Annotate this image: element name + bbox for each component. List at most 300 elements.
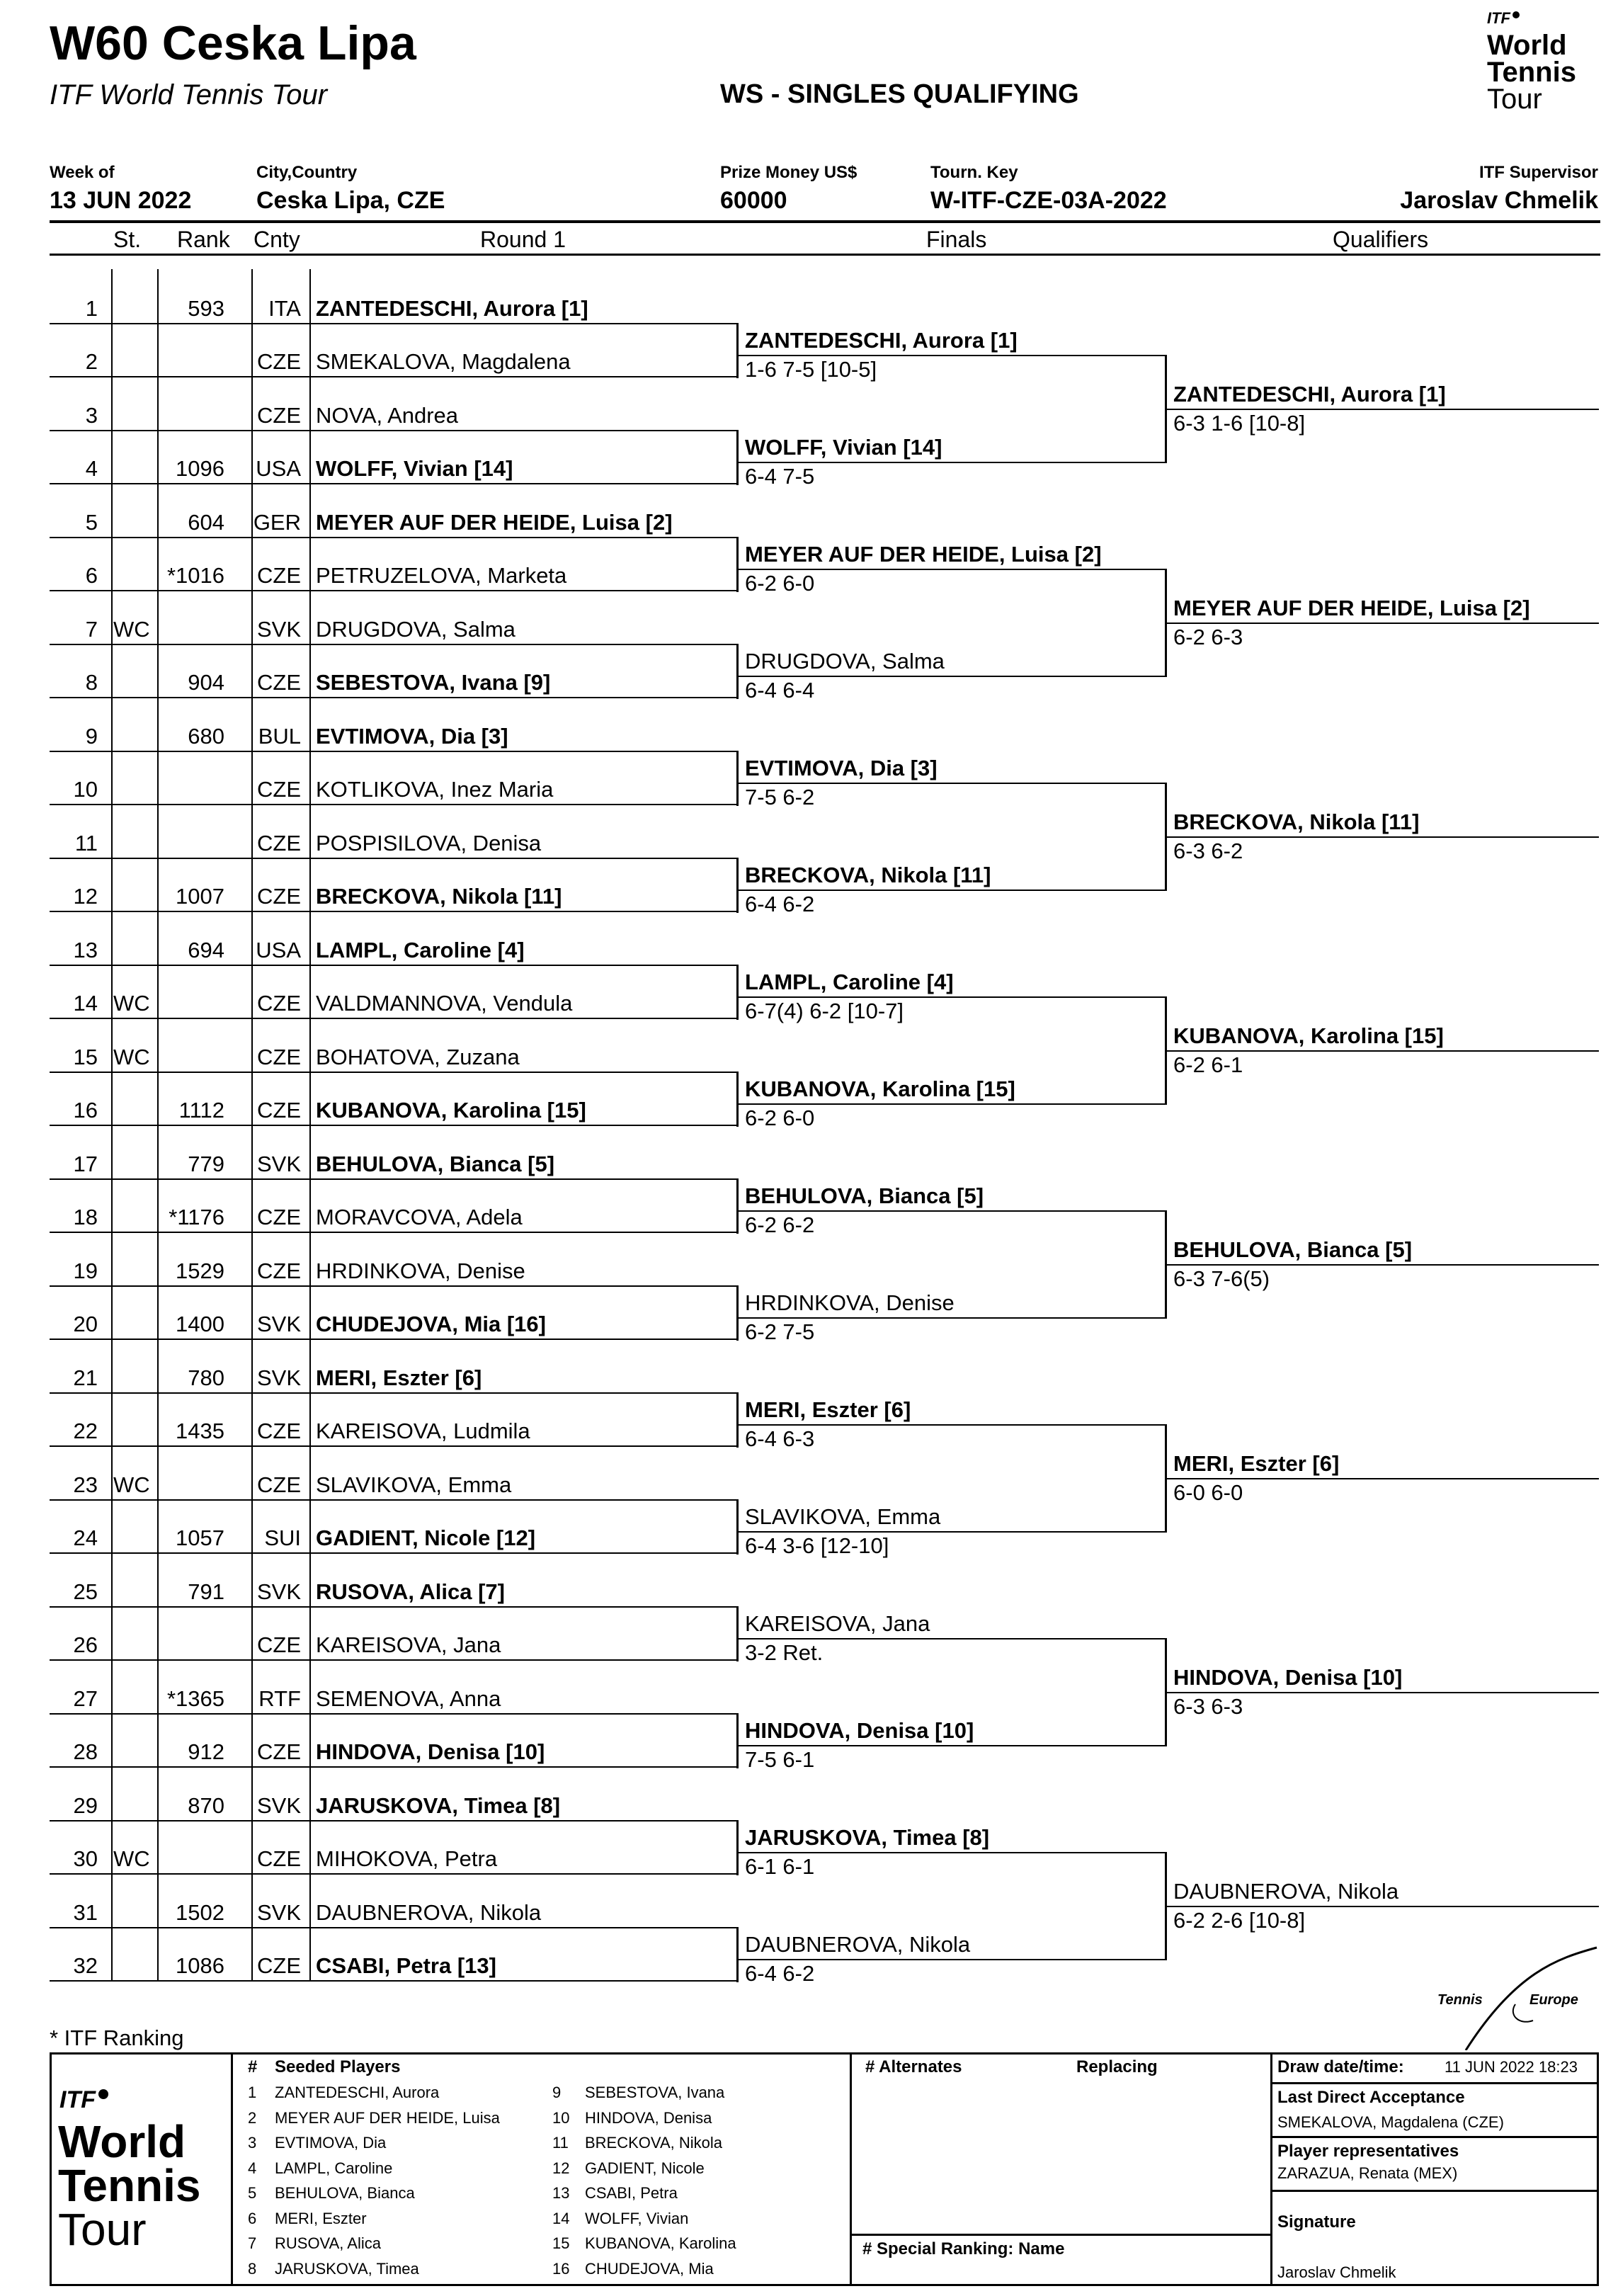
player-country: CZE	[257, 563, 301, 588]
player-line	[50, 911, 736, 912]
finals-line	[736, 1317, 1165, 1319]
footer-date-rule	[1270, 2082, 1599, 2084]
seed-name: CSABI, Petra	[585, 2184, 678, 2202]
player-rank: 593	[188, 296, 224, 321]
signature-value: Jaroslav Chmelik	[1277, 2263, 1396, 2281]
tennis-europe-text-2: Europe	[1529, 1992, 1578, 2008]
finals-line	[736, 996, 1165, 998]
finals-winner: HINDOVA, Denisa [10]	[745, 1718, 974, 1743]
entry-status: WC	[113, 1472, 150, 1497]
player-name: VALDMANNOVA, Vendula	[316, 991, 573, 1016]
finals-line	[736, 1852, 1165, 1853]
finals-score: 3-2 Ret.	[745, 1640, 824, 1665]
draw-position: 22	[73, 1419, 98, 1443]
footer-divider-1	[231, 2052, 233, 2286]
player-line	[50, 376, 736, 377]
seed-number: 2	[248, 2108, 257, 2127]
player-line	[50, 1018, 736, 1019]
finals-winner: ZANTEDESCHI, Aurora [1]	[745, 328, 1018, 353]
player-country: CZE	[257, 1045, 301, 1069]
player-rank: 1086	[176, 1953, 224, 1978]
reps-value: ZARAZUA, Renata (MEX)	[1277, 2164, 1458, 2182]
player-line	[50, 323, 736, 324]
seed-number: 15	[552, 2234, 570, 2252]
player-rank: 1435	[176, 1419, 224, 1443]
footer-itf-logo: ITF World Tennis Tour	[58, 2086, 201, 2255]
prize-label: Prize Money US$	[720, 163, 858, 182]
qualifier-line	[1165, 836, 1599, 838]
qualifier-name: DAUBNEROVA, Nikola	[1173, 1879, 1399, 1904]
qualifier-name: BEHULOVA, Bianca [5]	[1173, 1237, 1413, 1262]
player-name: MEYER AUF DER HEIDE, Luisa [2]	[316, 510, 673, 535]
player-country: SVK	[256, 1365, 301, 1390]
bracket-connector	[736, 858, 739, 913]
footer-lda-rule	[1270, 2136, 1599, 2138]
lda-label: Last Direct Acceptance	[1277, 2088, 1465, 2107]
finals-score: 6-2 6-2	[745, 1212, 815, 1237]
finals-score: 6-2 7-5	[745, 1319, 815, 1344]
player-country: CZE	[257, 1739, 301, 1764]
player-name: KAREISOVA, Jana	[316, 1632, 501, 1657]
player-name: KOTLIKOVA, Inez Maria	[316, 777, 554, 802]
tournament-title: W60 Ceska Lipa	[50, 16, 416, 70]
seed-name: LAMPL, Caroline	[275, 2159, 393, 2177]
player-name: MORAVCOVA, Adela	[316, 1205, 523, 1229]
col-qualifiers: Qualifiers	[1333, 227, 1429, 252]
seed-number: 1	[248, 2084, 257, 2101]
player-line	[50, 1499, 736, 1501]
seed-number: 16	[552, 2259, 570, 2278]
qualifier-line	[1165, 409, 1599, 410]
week-label: Week of	[50, 163, 115, 182]
player-name: MIHOKOVA, Petra	[316, 1846, 498, 1871]
seed-number: 9	[552, 2084, 562, 2101]
player-country: ITA	[268, 296, 301, 321]
seed-number: 8	[248, 2259, 257, 2278]
finals-line	[736, 676, 1165, 677]
draw-position: 2	[85, 349, 98, 374]
entry-status: WC	[113, 1846, 150, 1871]
col-cnty: Cnty	[253, 227, 300, 252]
reps-label: Player representatives	[1277, 2142, 1459, 2161]
qualifier-score: 6-0 6-0	[1173, 1480, 1243, 1505]
player-name: SEBESTOVA, Ivana [9]	[316, 670, 551, 695]
bracket-connector	[736, 1499, 739, 1555]
player-line	[50, 804, 736, 805]
draw-position: 3	[85, 403, 98, 428]
player-country: CZE	[257, 831, 301, 856]
draw-position: 21	[73, 1365, 98, 1390]
player-country: CZE	[257, 884, 301, 909]
player-country: CZE	[257, 1258, 301, 1283]
finals-line	[736, 462, 1165, 463]
seed-name: MEYER AUF DER HEIDE, Luisa	[275, 2108, 500, 2127]
finals-line	[736, 890, 1165, 891]
seed-name: CHUDEJOVA, Mia	[585, 2259, 714, 2278]
player-country: CZE	[257, 1953, 301, 1978]
player-name: HINDOVA, Denisa [10]	[316, 1739, 545, 1764]
city-value: Ceska Lipa, CZE	[256, 187, 445, 214]
seed-number: 13	[552, 2184, 570, 2202]
player-country: USA	[256, 938, 301, 962]
player-name: BOHATOVA, Zuzana	[316, 1045, 520, 1069]
seed-number: 12	[552, 2159, 570, 2177]
seed-number: 5	[248, 2184, 257, 2202]
draw-position: 20	[73, 1312, 98, 1336]
player-name: JARUSKOVA, Timea [8]	[316, 1793, 561, 1818]
draw-date-value: 11 JUN 2022 18:23	[1445, 2058, 1578, 2076]
finals-winner: KAREISOVA, Jana	[745, 1611, 930, 1636]
itf-world-tennis-tour-logo: ITF World Tennis Tour	[1487, 9, 1576, 115]
player-country: GER	[253, 510, 301, 535]
qualifier-score: 6-3 1-6 [10-8]	[1173, 411, 1306, 436]
tennis-europe-text-1: Tennis	[1437, 1992, 1483, 2008]
player-rank: 1529	[176, 1258, 224, 1283]
bracket-connector	[736, 1392, 739, 1448]
finals-score: 1-6 7-5 [10-5]	[745, 357, 877, 382]
player-rank: 780	[188, 1365, 224, 1390]
qualifier-name: ZANTEDESCHI, Aurora [1]	[1173, 382, 1446, 407]
bracket-connector	[736, 537, 739, 592]
finals-score: 6-4 6-3	[745, 1426, 815, 1451]
draw-position: 30	[73, 1846, 98, 1871]
draw-position: 31	[73, 1900, 98, 1925]
player-rank: *1365	[166, 1686, 224, 1711]
tennis-ball-icon	[1512, 11, 1520, 18]
player-name: EVTIMOVA, Dia [3]	[316, 724, 508, 749]
finals-winner: DRUGDOVA, Salma	[745, 649, 945, 674]
footer-reps-rule	[1270, 2190, 1599, 2192]
qualifier-line	[1165, 1906, 1599, 1907]
player-line	[50, 1980, 736, 1982]
draw-position: 8	[85, 670, 98, 695]
seed-number: 10	[552, 2108, 570, 2127]
finals-winner: JARUSKOVA, Timea [8]	[745, 1825, 990, 1850]
seed-name: JARUSKOVA, Timea	[275, 2259, 419, 2278]
col-round1: Round 1	[480, 227, 566, 252]
player-name: NOVA, Andrea	[316, 403, 459, 428]
qualifier-line	[1165, 1050, 1599, 1052]
itf-ranking-footnote: * ITF Ranking	[50, 2025, 184, 2050]
player-rank: 680	[188, 724, 224, 749]
player-rank: 604	[188, 510, 224, 535]
draw-position: 4	[85, 456, 98, 481]
player-line	[50, 1392, 736, 1394]
player-name: POSPISILOVA, Denisa	[316, 831, 542, 856]
header-rule	[50, 220, 1600, 223]
columns-rule	[50, 254, 1600, 256]
player-line	[50, 1232, 736, 1233]
player-country: USA	[256, 456, 301, 481]
player-line	[50, 590, 736, 591]
qualifier-line	[1165, 1264, 1599, 1266]
player-name: PETRUZELOVA, Marketa	[316, 563, 567, 588]
player-rank: 791	[188, 1579, 224, 1604]
qualifier-score: 6-3 7-6(5)	[1173, 1266, 1270, 1291]
player-name: ZANTEDESCHI, Aurora [1]	[316, 296, 588, 321]
tennis-europe-logo	[1437, 1944, 1600, 2050]
draw-position: 18	[73, 1205, 98, 1229]
bracket-connector	[736, 323, 739, 378]
qualifier-score: 6-3 6-3	[1173, 1694, 1243, 1719]
bracket-connector	[736, 644, 739, 699]
player-line	[50, 751, 736, 752]
player-country: CZE	[257, 1205, 301, 1229]
seeded-hash: #	[248, 2057, 258, 2076]
player-country: CZE	[257, 1419, 301, 1443]
draw-position: 13	[73, 938, 98, 962]
finals-winner: DAUBNEROVA, Nikola	[745, 1932, 971, 1957]
player-line	[50, 1766, 736, 1768]
player-country: CZE	[257, 1632, 301, 1657]
finals-line	[736, 1103, 1165, 1105]
player-country: SVK	[256, 1579, 301, 1604]
supervisor-value: Jaroslav Chmelik	[1400, 187, 1598, 214]
finals-winner: LAMPL, Caroline [4]	[745, 970, 954, 994]
footer-divider-3	[1270, 2052, 1272, 2286]
qualifier-line	[1165, 623, 1599, 624]
entry-status: WC	[113, 991, 150, 1016]
player-line	[50, 1445, 736, 1447]
player-rank: 1502	[176, 1900, 224, 1925]
finals-score: 7-5 6-2	[745, 785, 815, 809]
player-line	[50, 1820, 736, 1822]
finals-winner: BRECKOVA, Nikola [11]	[745, 863, 991, 887]
seed-name: ZANTEDESCHI, Aurora	[275, 2084, 440, 2101]
player-name: GADIENT, Nicole [12]	[316, 1525, 536, 1550]
player-rank: 870	[188, 1793, 224, 1818]
player-line	[50, 1713, 736, 1715]
player-country: SVK	[256, 1793, 301, 1818]
player-name: CSABI, Petra [13]	[316, 1953, 496, 1978]
player-country: CZE	[257, 670, 301, 695]
qualifier-line	[1165, 1478, 1599, 1479]
lda-value: SMEKALOVA, Magdalena (CZE)	[1277, 2113, 1504, 2131]
entry-status: WC	[113, 1045, 150, 1069]
player-rank: 904	[188, 670, 224, 695]
finals-line	[736, 1210, 1165, 1212]
draw-position: 28	[73, 1739, 98, 1764]
player-country: SVK	[256, 1900, 301, 1925]
player-name: CHUDEJOVA, Mia [16]	[316, 1312, 546, 1336]
draw-position: 16	[73, 1098, 98, 1123]
finals-winner: HRDINKOVA, Denise	[745, 1290, 955, 1315]
player-rank: *1176	[169, 1205, 224, 1229]
player-name: SLAVIKOVA, Emma	[316, 1472, 512, 1497]
player-rank: 1400	[176, 1312, 224, 1336]
bracket-connector	[736, 1285, 739, 1341]
col-st: St.	[113, 227, 142, 252]
player-line	[50, 1285, 736, 1287]
seed-name: MERI, Eszter	[275, 2209, 367, 2227]
seed-number: 6	[248, 2209, 257, 2227]
player-line	[50, 537, 736, 538]
seed-number: 4	[248, 2159, 257, 2177]
draw-position: 17	[73, 1152, 98, 1176]
player-name: LAMPL, Caroline [4]	[316, 938, 525, 962]
finals-score: 6-7(4) 6-2 [10-7]	[745, 999, 904, 1023]
footer-special-rule	[850, 2234, 1270, 2236]
bracket-connector	[736, 430, 739, 485]
player-name: MERI, Eszter [6]	[316, 1365, 482, 1390]
qualifier-score: 6-2 6-1	[1173, 1052, 1243, 1077]
bracket-connector	[736, 1072, 739, 1127]
draw-position: 6	[85, 563, 98, 588]
seed-name: RUSOVA, Alica	[275, 2234, 381, 2252]
player-line	[50, 1873, 736, 1875]
draw-position: 1	[85, 296, 98, 321]
tourn-key-label: Tourn. Key	[930, 163, 1018, 182]
player-name: WOLFF, Vivian [14]	[316, 456, 513, 481]
seed-name: EVTIMOVA, Dia	[275, 2134, 387, 2152]
player-country: CZE	[257, 403, 301, 428]
player-line	[50, 1659, 736, 1661]
seeded-title: Seeded Players	[275, 2057, 401, 2076]
seed-name: BEHULOVA, Bianca	[275, 2184, 415, 2202]
bracket-connector	[736, 1713, 739, 1768]
draw-position: 11	[74, 831, 98, 856]
tennis-ball-icon	[98, 2089, 108, 2099]
qualifier-name: HINDOVA, Denisa [10]	[1173, 1665, 1403, 1690]
supervisor-label: ITF Supervisor	[1479, 163, 1598, 182]
draw-position: 24	[73, 1525, 98, 1550]
player-country: SVK	[256, 1312, 301, 1336]
player-country: RTF	[258, 1686, 301, 1711]
seed-number: 7	[248, 2234, 257, 2252]
finals-line	[736, 1745, 1165, 1746]
finals-line	[736, 783, 1165, 784]
player-rank: 1096	[176, 456, 224, 481]
finals-score: 6-2 6-0	[745, 1106, 815, 1130]
draw-position: 14	[73, 991, 98, 1016]
seed-number: 3	[248, 2134, 257, 2152]
seed-name: WOLFF, Vivian	[585, 2209, 689, 2227]
bracket-connector	[736, 1178, 739, 1234]
player-name: SMEKALOVA, Magdalena	[316, 349, 571, 374]
player-country: CZE	[257, 1472, 301, 1497]
finals-score: 6-4 6-2	[745, 892, 815, 916]
player-name: KUBANOVA, Karolina [15]	[316, 1098, 586, 1123]
player-line	[50, 1552, 736, 1554]
draw-position: 23	[73, 1472, 98, 1497]
special-ranking-title: # Special Ranking: Name	[862, 2239, 1065, 2258]
player-rank: 1007	[176, 884, 224, 909]
finals-score: 7-5 6-1	[745, 1747, 815, 1772]
qualifier-name: MEYER AUF DER HEIDE, Luisa [2]	[1173, 596, 1530, 620]
finals-line	[736, 1959, 1165, 1960]
player-name: BRECKOVA, Nikola [11]	[316, 884, 562, 909]
player-rank: 1112	[178, 1098, 224, 1123]
draw-position: 25	[73, 1579, 98, 1604]
player-rank: 912	[188, 1739, 224, 1764]
player-line	[50, 697, 736, 698]
col-finals: Finals	[926, 227, 987, 252]
draw-position: 19	[73, 1258, 98, 1283]
finals-winner: MEYER AUF DER HEIDE, Luisa [2]	[745, 542, 1102, 567]
bracket-connector	[736, 965, 739, 1020]
player-country: CZE	[257, 1846, 301, 1871]
replacing-title: Replacing	[1076, 2057, 1158, 2076]
player-name: SEMENOVA, Anna	[316, 1686, 501, 1711]
qualifier-name: MERI, Eszter [6]	[1173, 1451, 1340, 1476]
player-name: HRDINKOVA, Denise	[316, 1258, 525, 1283]
draw-position: 12	[73, 884, 98, 909]
draw-position: 15	[73, 1045, 98, 1069]
draw-position: 32	[73, 1953, 98, 1978]
finals-winner: KUBANOVA, Karolina [15]	[745, 1076, 1015, 1101]
finals-score: 6-4 6-2	[745, 1961, 815, 1986]
player-line	[50, 1072, 736, 1073]
finals-score: 6-4 3-6 [12-10]	[745, 1533, 889, 1558]
finals-winner: EVTIMOVA, Dia [3]	[745, 756, 938, 780]
player-country: CZE	[257, 777, 301, 802]
player-line	[50, 1339, 736, 1340]
player-rank: *1016	[166, 563, 224, 588]
draw-position: 29	[73, 1793, 98, 1818]
player-name: DAUBNEROVA, Nikola	[316, 1900, 542, 1925]
player-line	[50, 965, 736, 966]
seed-name: BRECKOVA, Nikola	[585, 2134, 722, 2152]
finals-line	[736, 569, 1165, 570]
draw-position: 7	[85, 617, 98, 642]
player-country: BUL	[258, 724, 301, 749]
tourn-key-value: W-ITF-CZE-03A-2022	[930, 187, 1167, 214]
player-line	[50, 1178, 736, 1180]
qualifier-score: 6-2 6-3	[1173, 625, 1243, 649]
draw-position: 26	[73, 1632, 98, 1657]
player-name: BEHULOVA, Bianca [5]	[316, 1152, 555, 1176]
finals-score: 6-1 6-1	[745, 1854, 815, 1879]
player-country: CZE	[257, 349, 301, 374]
tour-subtitle: ITF World Tennis Tour	[50, 79, 328, 110]
seed-number: 14	[552, 2209, 570, 2227]
player-name: RUSOVA, Alica [7]	[316, 1579, 505, 1604]
player-country: SVK	[256, 1152, 301, 1176]
player-line	[50, 644, 736, 645]
finals-winner: SLAVIKOVA, Emma	[745, 1504, 941, 1529]
bracket-connector	[736, 1927, 739, 1982]
seed-name: GADIENT, Nicole	[585, 2159, 705, 2177]
player-country: SVK	[256, 617, 301, 642]
qualifier-name: BRECKOVA, Nikola [11]	[1173, 809, 1420, 834]
finals-score: 6-4 6-4	[745, 678, 815, 703]
qualifier-line	[1165, 1692, 1599, 1693]
seed-number: 11	[552, 2134, 569, 2152]
player-country: CZE	[257, 991, 301, 1016]
seed-name: KUBANOVA, Karolina	[585, 2234, 736, 2252]
finals-line	[736, 355, 1165, 356]
player-country: CZE	[257, 1098, 301, 1123]
player-rank: 779	[188, 1152, 224, 1176]
finals-line	[736, 1424, 1165, 1426]
qualifier-name: KUBANOVA, Karolina [15]	[1173, 1023, 1444, 1048]
qualifier-score: 6-3 6-2	[1173, 839, 1243, 863]
qualifier-score: 6-2 2-6 [10-8]	[1173, 1908, 1306, 1933]
week-value: 13 JUN 2022	[50, 187, 192, 214]
draw-position: 5	[85, 510, 98, 535]
city-label: City,Country	[256, 163, 358, 182]
finals-winner: WOLFF, Vivian [14]	[745, 435, 942, 460]
seed-name: HINDOVA, Denisa	[585, 2108, 712, 2127]
player-line	[50, 1125, 736, 1126]
col-rank: Rank	[177, 227, 230, 252]
player-rank: 1057	[176, 1525, 224, 1550]
footer-divider-2	[850, 2052, 852, 2286]
finals-line	[736, 1531, 1165, 1533]
finals-winner: MERI, Eszter [6]	[745, 1397, 911, 1422]
player-country: SUI	[264, 1525, 301, 1550]
player-line	[50, 1927, 736, 1928]
